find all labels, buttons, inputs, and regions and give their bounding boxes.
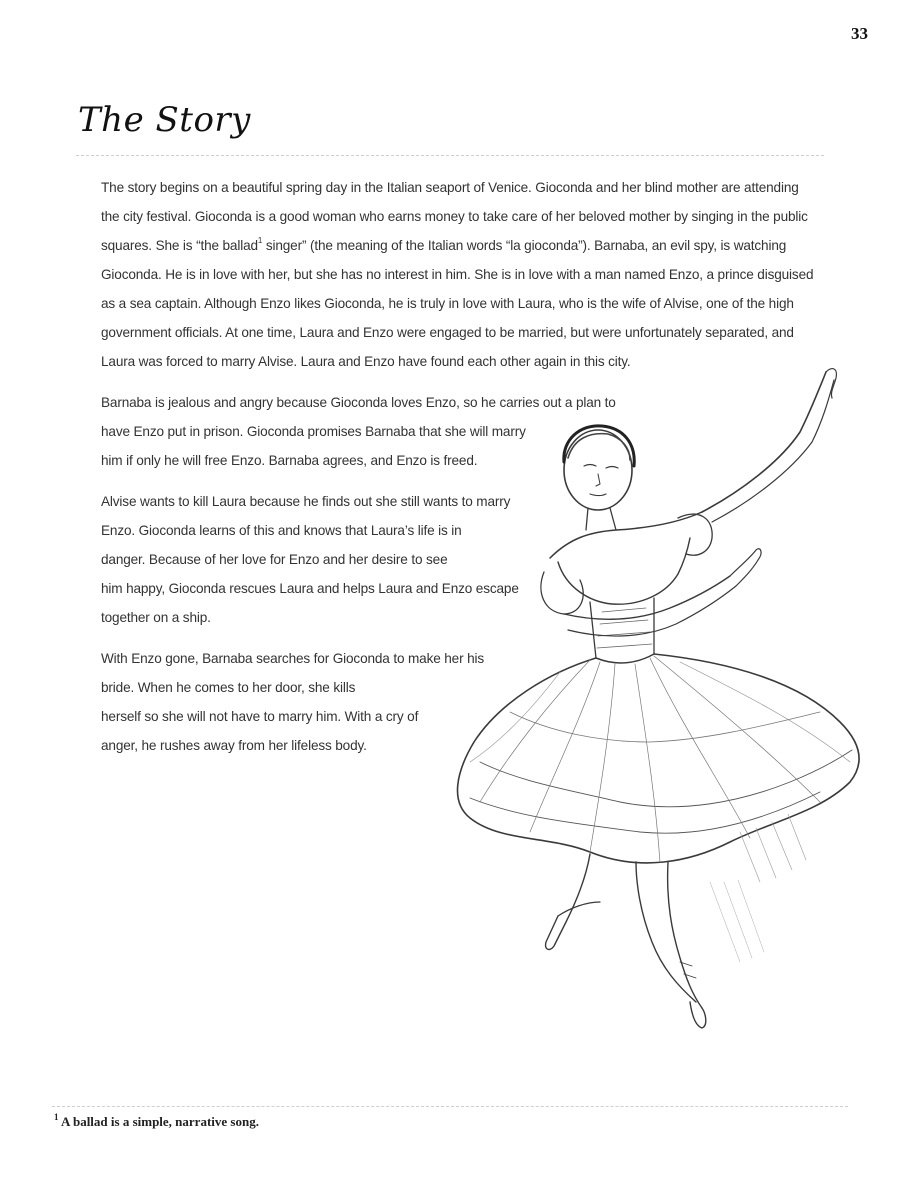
text-line: bride. When he comes to her door, she kills (101, 680, 356, 695)
page-number: 33 (851, 24, 868, 43)
text-line: as a sea captain. Although Enzo likes Gioconda, he is truly in love with Laura, who is the wife of Alvise, one of the high (101, 296, 794, 311)
story-paragraph (101, 173, 831, 376)
footnote (54, 1111, 259, 1130)
text-line: anger, he rushes away from her lifeless body. (101, 738, 367, 753)
text-segment: squares. She is “the ballad (101, 238, 258, 253)
text-segment: singer” (the meaning of the Italian words “la gioconda”). Barnaba, an evil spy, is watching (262, 238, 787, 253)
text-line: The story begins on a beautiful spring day in the Italian seaport of Venice. Gioconda and her blind mother are attending (101, 180, 799, 195)
text-line: have Enzo put in prison. Gioconda promises Barnaba that she will marry (101, 424, 526, 439)
text-line: Alvise wants to kill Laura because he finds out she still wants to marry (101, 494, 511, 509)
text-line: together on a ship. (101, 610, 211, 625)
footnote-marker: 1 (54, 1111, 59, 1122)
ballerina-engraving-icon (440, 362, 870, 1042)
text-line: Laura was forced to marry Alvise. Laura and Enzo have found each other again in this city. (101, 354, 631, 369)
text-line: him if only he will free Enzo. Barnaba agrees, and Enzo is freed. (101, 453, 478, 468)
footnote-divider (52, 1106, 848, 1107)
text-line: Barnaba is jealous and angry because Gioconda loves Enzo, so he carries out a plan to (101, 395, 616, 410)
footnote-text: A ballad is a simple, narrative song. (61, 1114, 259, 1129)
text-line: him happy, Gioconda rescues Laura and helps Laura and Enzo escape (101, 581, 519, 596)
title-divider (76, 155, 824, 156)
text-line: danger. Because of her love for Enzo and her desire to see (101, 552, 448, 567)
text-line: Gioconda. He is in love with her, but she has no interest in him. She is in love with a man named Enzo, a prince disguised (101, 267, 814, 282)
text-line: the city festival. Gioconda is a good woman who earns money to take care of her beloved mother by singing in the public (101, 209, 808, 224)
page-title: The Story (78, 100, 251, 140)
text-line: With Enzo gone, Barnaba searches for Gioconda to make her his (101, 651, 485, 666)
text-line: government officials. At one time, Laura and Enzo were engaged to be married, but were unfortunately separated, and (101, 325, 794, 340)
text-line (101, 231, 831, 260)
text-line: Enzo. Gioconda learns of this and knows that Laura’s life is in (101, 523, 462, 538)
footnote-reference: 1 (257, 236, 263, 246)
text-line: herself so she will not have to marry him. With a cry of (101, 709, 419, 724)
